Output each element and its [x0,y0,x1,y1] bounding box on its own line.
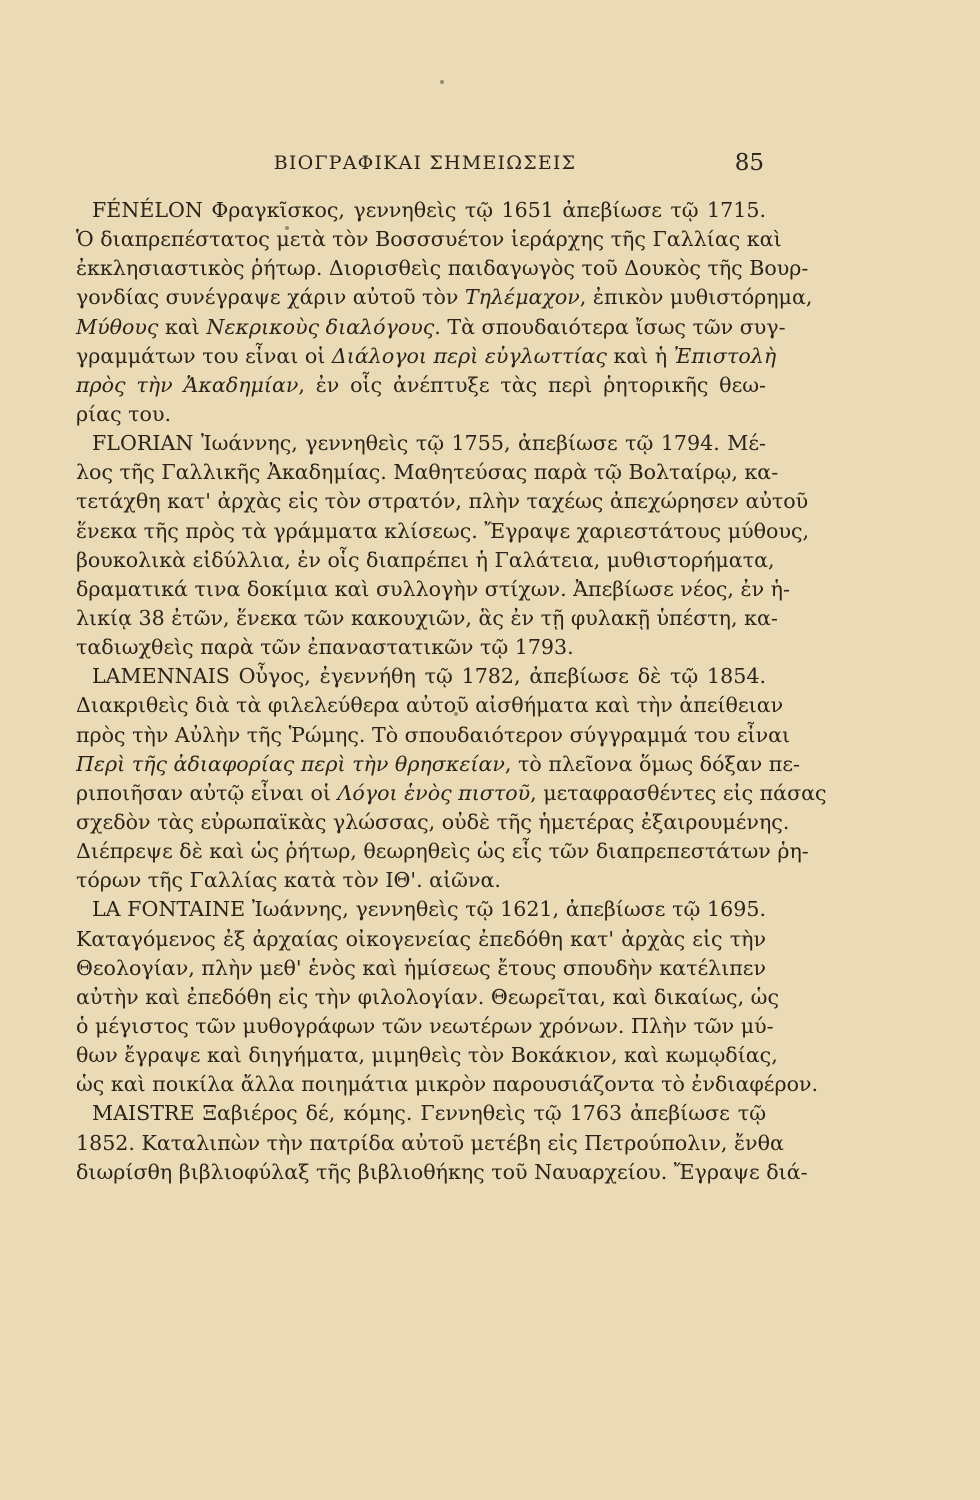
text-line: FÉNÉLON Φραγκῖσκος, γεννηθεὶς τῷ 1651 ἀπεβίωσε τῷ 1715. [92,198,766,222]
text-line: αὐτὴν καὶ ἐπεδόθη εἰς τὴν φιλολογίαν. Θεωρεῖται, καὶ δικαίως, ὡς [76,984,780,1009]
book-title: Λόγοι ἑνὸς πιστοῦ [337,780,531,805]
text-line: Ὁ διαπρεπέστατος μετὰ τὸν Βοσσσυέτον ἱεράρχης τῆς Γαλλίας καὶ [76,227,782,252]
text-line: Μύθους καὶ Νεκρικοὺς διαλόγους. Τὰ σπουδαιότερα ἴσως τῶν συγ- [76,314,786,339]
text-line: πρὸς τὴν Ἀκαδημίαν, ἐν οἷς ἀνέπτυξε τὰς περὶ ῥητορικῆς θεω- [76,372,766,397]
text-line: τετάχθη κατ' ἀρχὰς εἰς τὸν στρατόν, πλὴν ταχέως ἀπεχώρησεν αὐτοῦ [76,489,809,514]
text-line: FLORIAN Ἰωάννης, γεννηθεὶς τῷ 1755, ἀπεβίωσε τῷ 1794. Μέ- [92,431,766,456]
book-title: Περὶ τῆς ἀδιαφορίας περὶ τὴν θρησκείαν [76,751,505,776]
entry-fenelon [76,196,813,429]
text-line: Διέπρεψε δὲ καὶ ὡς ῥήτωρ, θεωρηθεὶς ὡς εἷς τῶν διαπρεπεστάτων ῥη- [76,839,809,864]
text-line: LAMENNAIS Οὖγος, ἐγεννήθη τῷ 1782, ἀπεβίωσε δὲ τῷ 1854. [92,664,766,689]
entry-name: FÉNÉLON [92,198,203,222]
text-line: τόρων τῆς Γαλλίας κατὰ τὸν ΙΘ'. αἰῶνα. [76,868,501,893]
book-title: Διάλογοι περὶ εὐγλωττίας [331,343,607,368]
text-line: βουκολικὰ εἰδύλλια, ἐν οἷς διαπρέπει ἡ Γαλάτεια, μυθιστορήματα, [76,547,775,572]
text-line: ταδιωχθεὶς παρὰ τῶν ἐπαναστατικῶν τῷ 1793. [76,635,574,660]
text-line: δραματικά τινα δοκίμια καὶ συλλογὴν στίχων. Ἀπεβίωσε νέος, ἐν ἡ- [76,576,790,601]
page-title: ΒΙΟΓΡΑΦΙΚΑΙ ΣΗΜΕΙΩΣΕΙΣ [273,152,577,174]
page-body [76,196,827,1187]
text-line: ρίας του. [76,401,172,426]
text-line: πρὸς τὴν Αὐλὴν τῆς Ῥώμης. Τὸ σπουδαιότερον σύγγραμμά του εἶναι [76,722,791,747]
text-line: ἕνεκα τῆς πρὸς τὰ γράμματα κλίσεως. Ἔγραψε χαριεστάτους μύθους, [76,518,810,543]
text-line: Καταγόμενος ἐξ ἀρχαίας οἰκογενείας ἐπεδόθη κατ' ἀρχὰς εἰς τὴν [76,926,766,951]
text-line: θων ἔγραψε καὶ διηγήματα, μιμηθεὶς τὸν Βοκάκιον, καὶ κωμῳδίας, [76,1043,778,1068]
text-line: ὡς καὶ ποικίλα ἄλλα ποιημάτια μικρὸν παρουσιάζοντα τὸ ἐνδιαφέρον. [76,1072,819,1097]
text-line: 1852. Καταλιπὼν τὴν πατρίδα αὐτοῦ μετέβη εἰς Πετρούπολιν, ἔνθα [76,1130,784,1155]
text-line: ριποιῆσαν αὐτῷ εἶναι οἱ Λόγοι ἑνὸς πιστοῦ, μεταφρασθέντες εἰς πάσας [76,780,827,805]
text-line: ὁ μέγιστος τῶν μυθογράφων τῶν νεωτέρων χρόνων. Πλὴν τῶν μύ- [76,1013,774,1038]
entry-name: LAMENNAIS [92,664,230,689]
entry-name: FLORIAN [92,431,194,456]
book-title: Τηλέμαχον [464,285,580,310]
book-title: Νεκρικοὺς διαλόγους [206,314,435,339]
entry-name: LA FONTAINE [92,897,246,922]
entry-la-fontaine [76,895,819,1099]
text-line: Περὶ τῆς ἀδιαφορίας περὶ τὴν θρησκείαν, τὸ πλεῖονα ὅμως δόξαν πε- [76,751,800,776]
text-line: LA FONTAINE Ἰωάννης, γεννηθεὶς τῷ 1621, ἀπεβίωσε τῷ 1695. [92,897,766,922]
book-title: πρὸς τὴν Ἀκαδημίαν [76,372,299,397]
text-line: ἐκκλησιαστικὸς ῥήτωρ. Διορισθεὶς παιδαγωγὸς τοῦ Δουκὸς τῆς Βουρ- [76,256,809,281]
running-header [80,152,770,182]
text-line: διωρίσθη βιβλιοφύλαξ τῆς βιβλιοθήκης τοῦ Ναυαρχείου. Ἔγραψε διά- [76,1159,808,1184]
book-title: Ἐπιστολὴ [673,343,777,368]
page-number: 85 [734,150,764,176]
text-line: γραμμάτων του εἶναι οἱ Διάλογοι περὶ εὐγλωττίας καὶ ἡ Ἐπιστολὴ [76,343,777,368]
paper-speck [440,80,444,84]
entry-lamennais [76,662,827,895]
text-line: λικίᾳ 38 ἐτῶν, ἕνεκα τῶν κακουχιῶν, ἃς ἐν τῇ φυλακῇ ὑπέστη, κα- [76,605,778,630]
entry-name: MAISTRE [92,1101,195,1126]
text-line: λος τῆς Γαλλικῆς Ἀκαδημίας. Μαθητεύσας παρὰ τῷ Βολταίρῳ, κα- [76,460,779,485]
text-line: Διακριθεὶς διὰ τὰ φιλελεύθερα αὐτοῦ αἰσθήματα καὶ τὴν ἀπείθειαν [76,693,784,718]
entry-maistre [76,1099,808,1186]
entry-florian [76,429,810,662]
book-title: Μύθους [76,314,159,339]
text-line: σχεδὸν τὰς εὐρωπαϊκὰς γλώσσας, οὐδὲ τῆς ἡμετέρας ἐξαιρουμένης. [76,809,790,834]
text-line: Θεολογίαν, πλὴν μεθ' ἑνὸς καὶ ἡμίσεως ἔτους σπουδὴν κατέλιπεν [76,955,766,980]
text-line: γονδίας συνέγραψε χάριν αὐτοῦ τὸν Τηλέμαχον, ἐπικὸν μυθιστόρημα, [76,285,813,310]
text-line: MAISTRE Ξαβιέρος δέ, κόμης. Γεννηθεὶς τῷ 1763 ἀπεβίωσε τῷ [92,1101,766,1126]
